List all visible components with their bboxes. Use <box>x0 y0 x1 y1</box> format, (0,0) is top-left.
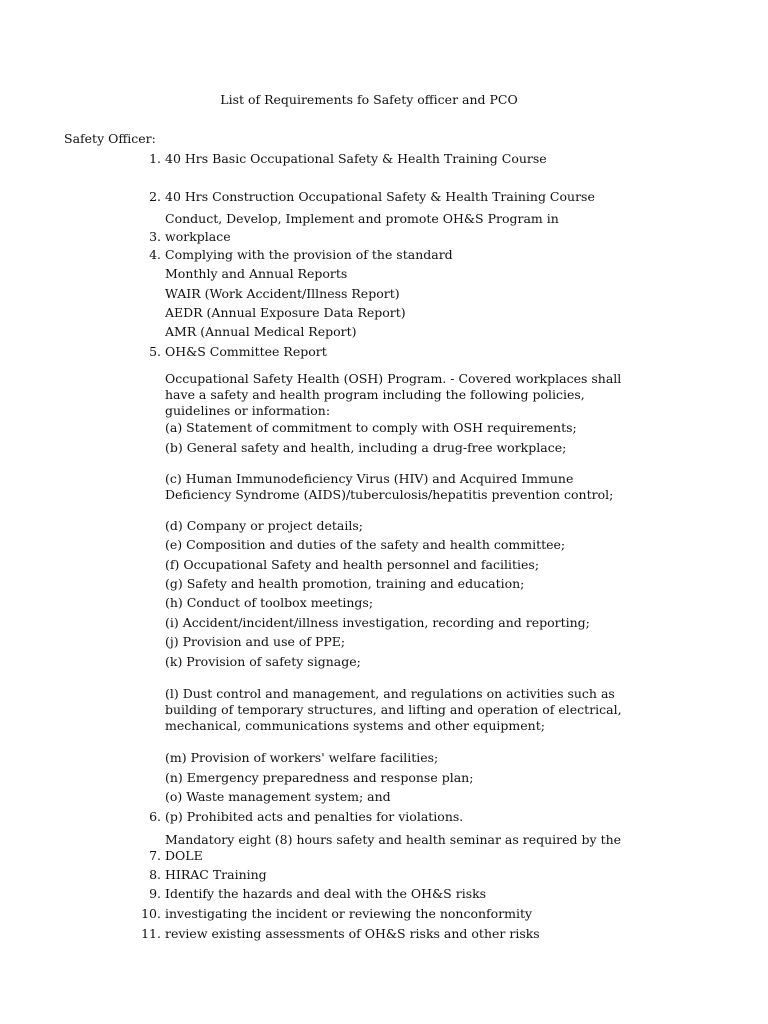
item-text: Conduct, Develop, Implement and promote OH&S Program in <box>165 211 559 226</box>
item-number: 8. <box>149 867 161 882</box>
item-text: AEDR (Annual Exposure Data Report) <box>165 305 406 320</box>
item-text: (o) Waste management system; and <box>165 789 391 804</box>
item-text: (h) Conduct of toolbox meetings; <box>165 595 374 610</box>
item-text: AMR (Annual Medical Report) <box>165 324 357 339</box>
item-text: have a safety and health program including the following policies, <box>165 387 585 402</box>
item-text: DOLE <box>165 848 203 863</box>
item-text: (d) Company or project details; <box>165 518 363 533</box>
item-text: WAIR (Work Accident/Illness Report) <box>165 286 400 301</box>
item-number: 10. <box>141 906 161 921</box>
item-text: building of temporary structures, and lifting and operation of electrical, <box>165 702 622 717</box>
item-text: guidelines or information: <box>165 403 331 418</box>
item-number: 5. <box>149 344 161 359</box>
item-number: 11. <box>141 926 161 941</box>
item-text: mechanical, communications systems and other equipment; <box>165 718 545 733</box>
item-text: Occupational Safety Health (OSH) Program. - Covered workplaces shall <box>165 371 622 386</box>
item-text: investigating the incident or reviewing the nonconformity <box>165 906 533 921</box>
item-text: (b) General safety and health, including a drug-free workplace; <box>165 440 567 455</box>
item-number: 2. <box>149 189 161 204</box>
item-text: (p) Prohibited acts and penalties for violations. <box>165 809 464 824</box>
item-text: (g) Safety and health promotion, training and education; <box>165 576 525 591</box>
item-text: 40 Hrs Construction Occupational Safety & Health Training Course <box>165 189 595 204</box>
item-number: 1. <box>149 151 161 166</box>
item-number: 7. <box>149 848 161 863</box>
item-text: Deficiency Syndrome (AIDS)/tuberculosis/hepatitis prevention control; <box>165 487 614 502</box>
item-text: (c) Human Immunodeficiency Virus (HIV) and Acquired Immune <box>165 471 574 486</box>
document-title: List of Requirements fo Safety officer and PCO <box>220 92 518 107</box>
item-text: Mandatory eight (8) hours safety and health seminar as required by the <box>165 832 622 847</box>
item-text: 40 Hrs Basic Occupational Safety & Health Training Course <box>165 151 547 166</box>
item-text: (k) Provision of safety signage; <box>165 654 361 669</box>
item-number: 3. <box>149 229 161 244</box>
item-text: workplace <box>165 229 231 244</box>
section-label: Safety Officer: <box>64 131 156 146</box>
item-text: Identify the hazards and deal with the OH&S risks <box>165 886 487 901</box>
item-text: review existing assessments of OH&S risks and other risks <box>165 926 540 941</box>
item-text: (a) Statement of commitment to comply with OSH requirements; <box>165 420 577 435</box>
item-number: 9. <box>149 886 161 901</box>
item-text: (i) Accident/incident/illness investigation, recording and reporting; <box>165 615 590 630</box>
item-text: HIRAC Training <box>165 867 267 882</box>
item-text: Monthly and Annual Reports <box>165 266 348 281</box>
item-text: (l) Dust control and management, and regulations on activities such as <box>165 686 615 701</box>
item-text: (f) Occupational Safety and health personnel and facilities; <box>165 557 540 572</box>
item-number: 4. <box>149 247 161 262</box>
item-text: (e) Composition and duties of the safety and health committee; <box>165 537 566 552</box>
item-text: (m) Provision of workers' welfare facilities; <box>165 750 439 765</box>
item-text: (n) Emergency preparedness and response plan; <box>165 770 474 785</box>
item-number: 6. <box>149 809 161 824</box>
item-text: Complying with the provision of the standard <box>165 247 453 262</box>
item-text: (j) Provision and use of PPE; <box>165 634 346 649</box>
item-text: OH&S Committee Report <box>165 344 327 359</box>
